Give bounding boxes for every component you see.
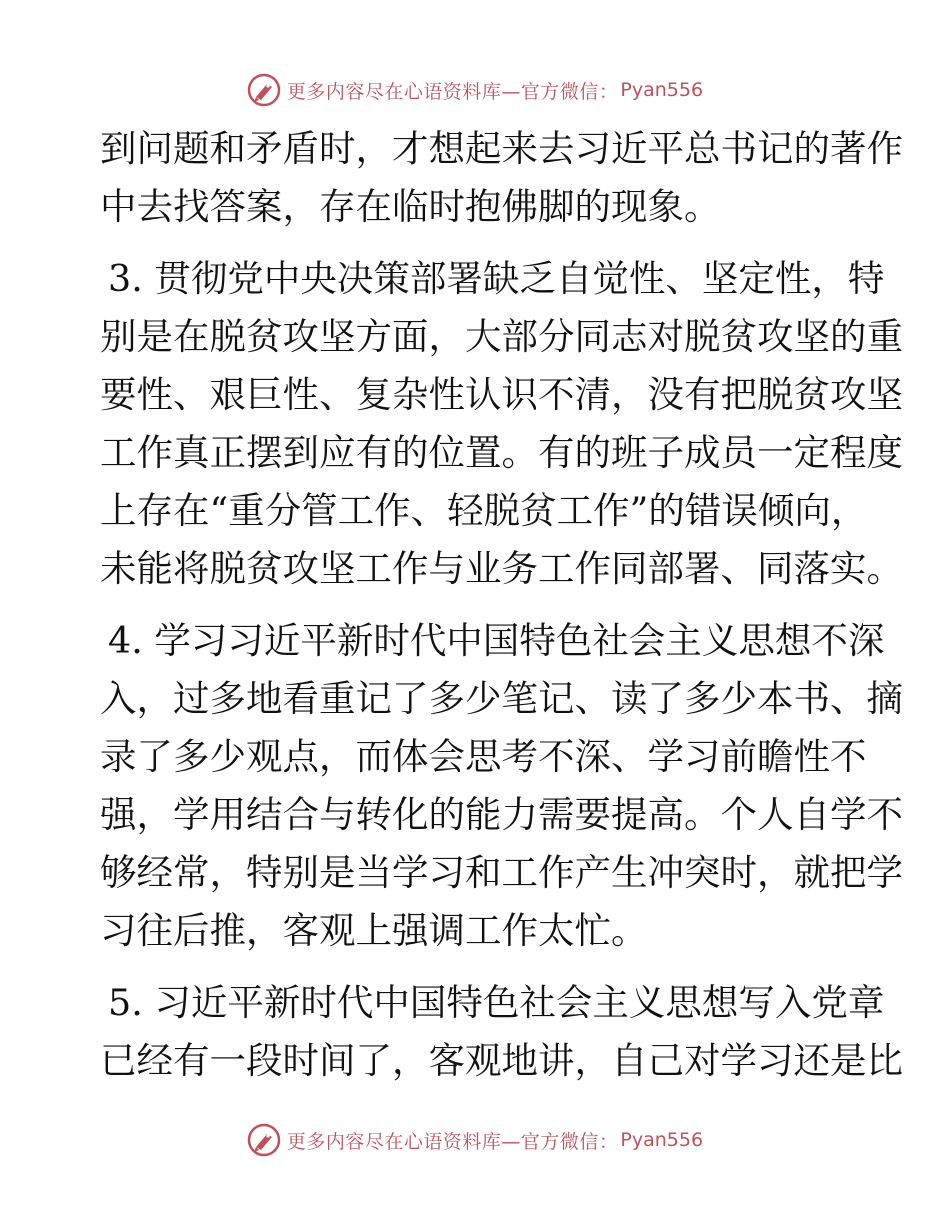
text-line: 工作真正摆到应有的位置。有的班子成员一定程度 xyxy=(100,431,903,474)
paragraph-5 xyxy=(100,974,903,1090)
text-line: 够经常，特别是当学习和工作产生冲突时，就把学 xyxy=(100,851,903,894)
text-line: 习往后推，客观上强调工作太忙。 xyxy=(100,909,648,952)
watermark-wechat-id: Pyan556 xyxy=(620,79,704,101)
text-line: 3. 贯彻党中央决策部署缺乏自觉性、坚定性，特 xyxy=(108,257,885,300)
text-line: 入，过多地看重记了多少笔记、读了多少本书、摘 xyxy=(100,677,903,720)
pen-nib-logo-icon xyxy=(247,73,281,107)
text-line: 别是在脱贫攻坚方面，大部分同志对脱贫攻坚的重 xyxy=(100,315,903,358)
paragraph-3 xyxy=(100,250,903,598)
text-line: 到问题和矛盾时，才想起来去习近平总书记的著作 xyxy=(100,127,903,170)
footer-watermark xyxy=(0,1120,950,1160)
text-line: 5. 习近平新时代中国特色社会主义思想写入党章 xyxy=(108,981,885,1024)
text-line: 已经有一段时间了，客观地讲，自己对学习还是比 xyxy=(100,1039,903,1082)
paragraph-4 xyxy=(100,612,903,960)
text-line: 录了多少观点，而体会思考不深、学习前瞻性不 xyxy=(100,735,867,778)
paragraph-2-continued xyxy=(100,120,903,236)
watermark-text: 更多内容尽在心语资料库—官方微信： xyxy=(286,1130,619,1153)
text-line: 要性、艰巨性、复杂性认识不清，没有把脱贫攻坚 xyxy=(100,373,903,416)
watermark-wechat-id: Pyan556 xyxy=(620,1129,704,1151)
text-line: 中去找答案，存在临时抱佛脚的现象。 xyxy=(100,185,721,228)
document-body xyxy=(100,120,903,1090)
pen-nib-logo-icon xyxy=(247,1123,281,1157)
text-line: 未能将脱贫攻坚工作与业务工作同部署、同落实。 xyxy=(100,547,903,590)
text-line: 4. 学习习近平新时代中国特色社会主义思想不深 xyxy=(108,619,885,662)
text-line: 上存在“重分管工作、轻脱贫工作”的错误倾向， xyxy=(100,489,868,532)
header-watermark xyxy=(0,70,950,110)
text-line: 强，学用结合与转化的能力需要提高。个人自学不 xyxy=(100,793,903,836)
watermark-text: 更多内容尽在心语资料库—官方微信： xyxy=(286,80,619,103)
